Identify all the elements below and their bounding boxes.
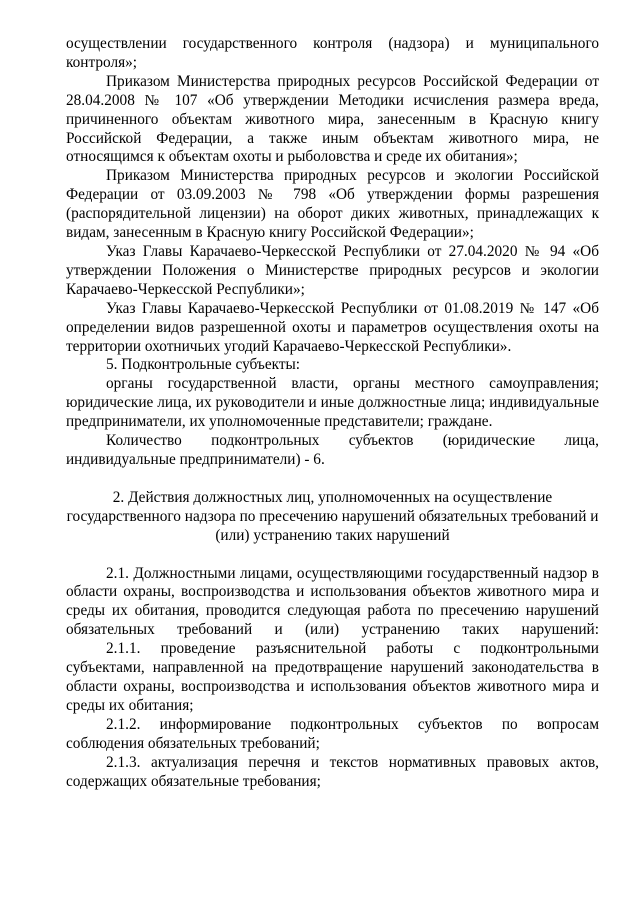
subjects-heading: 5. Подконтрольные субъекты: (106, 356, 301, 374)
section-2-1-1-paragraph: 2.1.1. проведение разъяснительной работы с подконтрольными субъектами, направленной на предотвращение нарушений законодательства в области охраны, воспроизводства и использования объектов животного мира и среды их обитания; (66, 640, 599, 714)
legal-act-decree-147: Указ Главы Карачаево-Черкесской Республики от 01.08.2019 № 147 «Об определении видов разрешенной охоты и параметров осуществления охоты на территории охотничьих угодий Карачаево-Черкесской Республики». (66, 299, 599, 355)
section-2-1-2-paragraph: 2.1.2. информирование подконтрольных субъектов по вопросам соблюдения обязательных требований; (66, 715, 599, 752)
spacer (66, 470, 599, 489)
continued-paragraph: осуществлении государственного контроля (надзора) и муниципального контроля»; (66, 35, 599, 71)
section-2-1-paragraph: 2.1. Должностными лицами, осуществляющими государственный надзор в области охраны, воспроизводства и использования объектов животного мира и среды их обитания, проводится следующая работа по пресечению нарушений обязательных требований и (или) устранению таких нарушений: (66, 564, 599, 639)
subjects-count: Количество подконтрольных субъектов (юридические лица, индивидуальные предприниматели) - 6. (66, 432, 599, 468)
section-2-1-3-paragraph: 2.1.3. актуализация перечня и текстов нормативных правовых актов, содержащих обязательные требования; (66, 753, 599, 790)
spacer (66, 546, 599, 565)
legal-act-order-107: Приказом Министерства природных ресурсов Российской Федерации от 28.04.2008 № 107 «Об утверждении Методики исчисления размера вреда, причиненного объектам животного мира, занесенным в Красную книгу Российской Федерации, а также иным объектам животного мира, не относящимся к объектам охоты и рыболовства и среде их обитания»; (66, 72, 599, 166)
section-2-title: 2. Действия должностных лиц, уполномоченных на осуществление государственного надзора по пресечению нарушений обязательных требований и (или) устранению таких нарушений (66, 488, 599, 544)
subjects-list: органы государственной власти, органы местного самоуправления; юридические лица, их руководители и иные должностные лица; индивидуальные предприниматели, их уполномоченные представители; граждане. (66, 375, 599, 431)
legal-act-decree-94: Указ Главы Карачаево-Черкесской Республики от 27.04.2020 № 94 «Об утверждении Положения о Министерстве природных ресурсов и экологии Карачаево-Черкесской Республики»; (66, 242, 599, 298)
legal-act-order-798: Приказом Министерства природных ресурсов и экологии Российской Федерации от 03.09.2003 № 798 «Об утверждении формы разрешения (распорядительной лицензии) на оборот диких животных, принадлежащих к видам, занесенным в Красную книгу Российской Федерации»; (66, 167, 599, 242)
